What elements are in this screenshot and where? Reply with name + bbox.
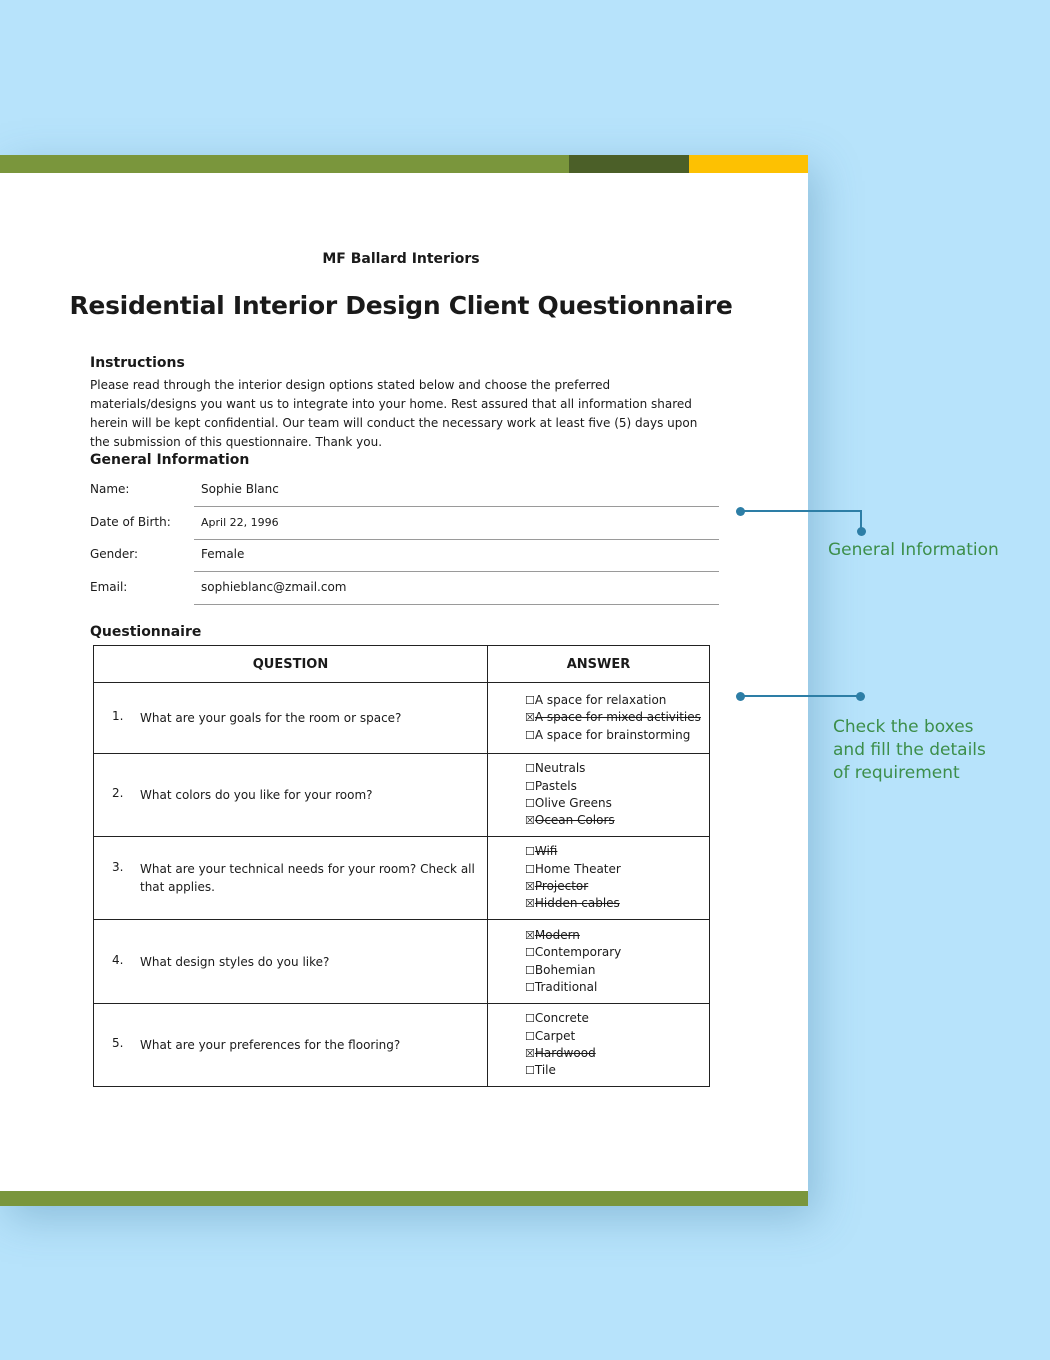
option-label: Contemporary <box>534 945 622 960</box>
top-band-yellow <box>689 155 808 173</box>
answer-option <box>525 979 709 996</box>
checkbox-icon[interactable]: ☐ <box>525 694 535 708</box>
option-label: A space for mixed activities <box>534 710 701 725</box>
answer-option <box>525 878 709 895</box>
table-row <box>94 754 710 837</box>
question-number: 1. <box>112 709 124 723</box>
checkbox-icon[interactable]: ☐ <box>525 980 535 994</box>
info-label: Email: <box>90 580 128 594</box>
answer-cell <box>488 754 710 837</box>
answer-cell <box>488 1004 710 1087</box>
option-label: Olive Greens <box>534 796 612 810</box>
info-label: Gender: <box>90 547 139 561</box>
option-label: Carpet <box>534 1028 576 1043</box>
info-label: Date of Birth: <box>90 515 171 529</box>
checkbox-icon[interactable]: ☐ <box>525 1064 535 1078</box>
checkbox-icon[interactable]: ☐ <box>525 862 535 876</box>
questionnaire-table <box>93 645 710 1087</box>
question-cell <box>94 920 488 1004</box>
info-row-gender <box>90 539 720 571</box>
callout-line: Check the boxes <box>833 717 974 737</box>
connector-dot <box>856 692 865 701</box>
answer-option <box>525 927 709 944</box>
question-cell <box>94 1004 488 1087</box>
option-label: Concrete <box>534 1011 589 1026</box>
question-text: What are your technical needs for your room? Check all that applies. <box>140 862 475 894</box>
answer-cell <box>488 837 710 920</box>
checked-box-icon[interactable]: ☒ <box>525 1047 535 1060</box>
checked-box-icon[interactable]: ☒ <box>525 897 535 911</box>
option-label: Hardwood <box>534 1046 596 1060</box>
answer-option <box>525 843 709 860</box>
table-row <box>94 683 710 754</box>
checkbox-icon[interactable]: ☐ <box>525 779 535 793</box>
questionnaire-heading: Questionnaire <box>90 624 202 640</box>
answer-option <box>525 760 709 777</box>
table-header-row <box>94 646 710 683</box>
connector-line <box>740 510 862 512</box>
checkbox-icon[interactable]: ☐ <box>525 797 535 810</box>
top-band-dark <box>569 155 689 173</box>
question-cell <box>94 754 488 837</box>
option-label: Bohemian <box>534 962 596 977</box>
answer-option <box>525 1045 709 1062</box>
info-value: Sophie Blanc <box>201 482 279 496</box>
callout-line: and fill the details <box>833 740 986 760</box>
info-value: Female <box>201 547 245 561</box>
question-cell <box>94 837 488 920</box>
option-label: Wifi <box>534 844 558 859</box>
option-label: Ocean Colors <box>534 813 615 828</box>
question-text: What are your preferences for the flooring? <box>140 1038 401 1052</box>
questionnaire-rows <box>94 683 710 1087</box>
option-label: Pastels <box>534 778 577 793</box>
checkbox-icon[interactable]: ☐ <box>525 1029 535 1043</box>
callout-line: of requirement <box>833 763 960 783</box>
option-label: Hidden cables <box>534 896 620 911</box>
checkbox-icon[interactable]: ☐ <box>525 728 535 742</box>
general-info-heading: General Information <box>90 452 250 468</box>
answer-option <box>525 727 709 744</box>
checkbox-icon[interactable]: ☐ <box>525 1012 535 1026</box>
gender-field[interactable] <box>194 539 719 572</box>
column-header-answer: ANSWER <box>488 646 710 683</box>
option-label: A space for relaxation <box>534 693 667 708</box>
option-label: Home Theater <box>534 861 621 876</box>
table-row <box>94 920 710 1004</box>
checked-box-icon[interactable]: ☒ <box>525 711 535 725</box>
instructions-text: Please read through the interior design options stated below and choose the preferred materials/designs you want us to integrate into your home. Rest assured that all information shared herein will be kept confidential. Our team will conduct the necessary work at least five (5) days upon the submission of this questionnaire. Thank you. <box>90 378 698 449</box>
instructions-heading: Instructions <box>90 355 185 371</box>
bottom-band-green <box>0 1191 808 1206</box>
info-value: sophieblanc@zmail.com <box>201 580 347 594</box>
checkbox-icon[interactable]: ☐ <box>525 963 535 977</box>
answer-option <box>525 1062 709 1079</box>
answer-option <box>525 778 709 795</box>
question-cell <box>94 683 488 754</box>
answer-option <box>525 895 709 912</box>
option-label: Tile <box>534 1063 556 1078</box>
answer-option <box>525 795 709 812</box>
email-field[interactable] <box>194 572 719 605</box>
table-row <box>94 837 710 920</box>
info-row-name <box>90 474 720 506</box>
answer-option <box>525 709 709 726</box>
page-title: Residential Interior Design Client Questionnaire <box>69 291 733 320</box>
company-name: MF Ballard Interiors <box>322 251 480 267</box>
checkbox-icon[interactable]: ☐ <box>525 946 535 960</box>
answer-option <box>525 944 709 961</box>
callout-check-boxes <box>833 716 986 785</box>
question-number: 2. <box>112 786 124 800</box>
option-label: A space for brainstorming <box>534 727 691 742</box>
answer-option <box>525 692 709 709</box>
document-page <box>0 155 808 1206</box>
answer-cell <box>488 683 710 754</box>
answer-option <box>525 1010 709 1027</box>
answer-option <box>525 861 709 878</box>
option-label: Neutrals <box>534 761 586 776</box>
connector-line <box>740 695 861 697</box>
question-number: 5. <box>112 1036 124 1050</box>
top-band-green <box>0 155 569 173</box>
question-number: 3. <box>112 860 124 874</box>
callout-general-info: General Information <box>828 540 999 560</box>
column-header-question: QUESTION <box>94 646 488 683</box>
question-text: What are your goals for the room or space? <box>140 711 402 725</box>
question-number: 4. <box>112 952 124 967</box>
option-label: Traditional <box>534 979 598 994</box>
info-row-email <box>90 572 720 604</box>
table-row <box>94 1004 710 1087</box>
info-value: April 22, 1996 <box>201 516 279 529</box>
name-field[interactable] <box>194 474 719 507</box>
checkbox-icon[interactable]: ☐ <box>525 762 535 776</box>
question-text: What colors do you like for your room? <box>140 788 373 802</box>
info-label: Name: <box>90 482 130 496</box>
checked-box-icon[interactable]: ☒ <box>525 928 535 942</box>
checkbox-icon[interactable]: ☐ <box>525 845 535 859</box>
answer-cell <box>488 920 710 1004</box>
connector-dot <box>857 527 866 536</box>
answer-option <box>525 962 709 979</box>
option-label: Modern <box>534 927 580 942</box>
checked-box-icon[interactable]: ☒ <box>525 814 535 828</box>
option-label: Projector <box>534 879 589 893</box>
checked-box-icon[interactable]: ☒ <box>525 880 535 893</box>
dob-field[interactable] <box>194 507 719 540</box>
answer-option <box>525 1028 709 1045</box>
answer-option <box>525 812 709 829</box>
info-row-dob <box>90 507 720 539</box>
question-text: What design styles do you like? <box>140 954 330 969</box>
